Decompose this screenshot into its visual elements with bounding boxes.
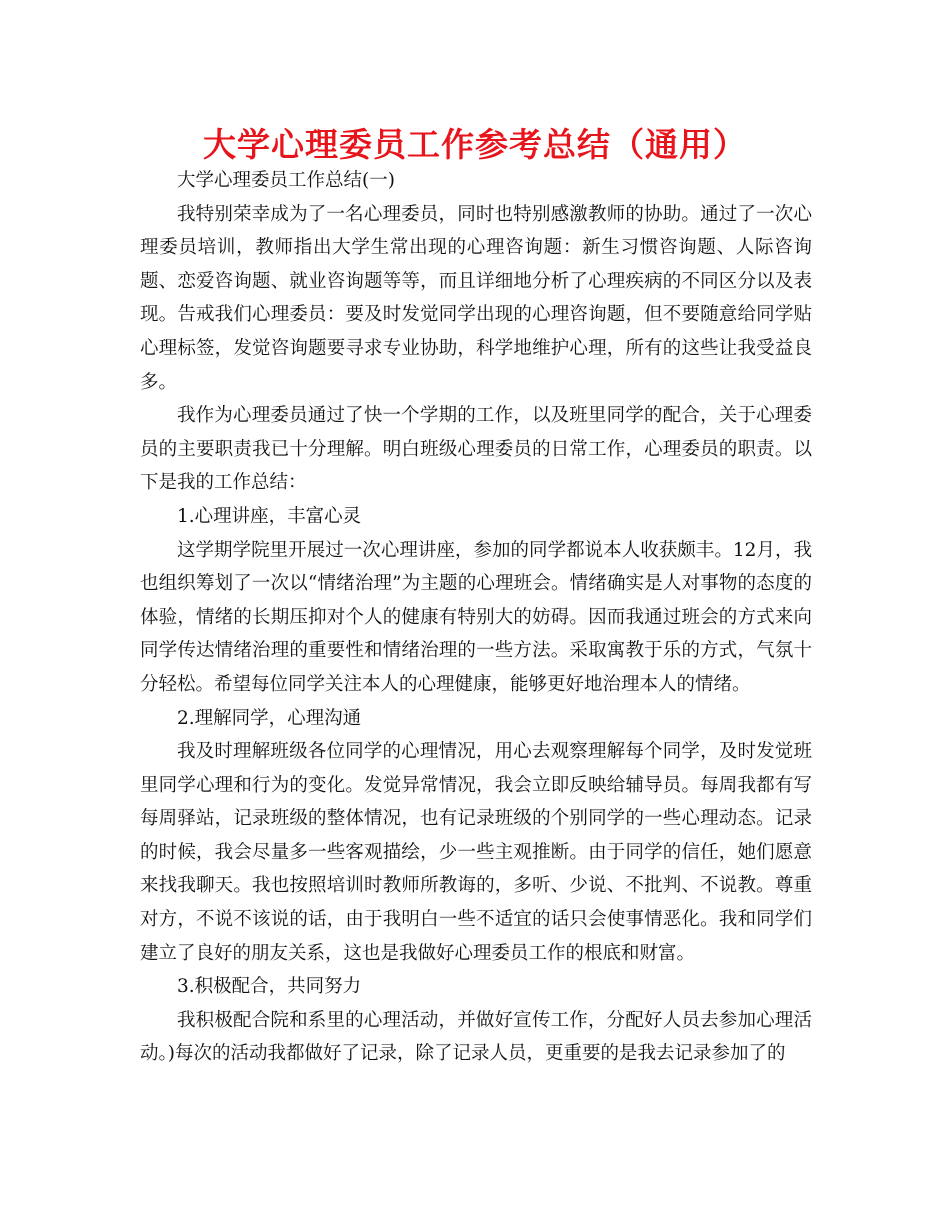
paragraph: 我作为心理委员通过了快一个学期的工作，以及班里同学的配合，关于心理委员的主要职责我已十分理解。明白班级心理委员的日常工作，心理委员的职责。以下是我的工作总结： [140, 405, 812, 494]
subheading: 2.理解同学，心理沟通 [177, 707, 362, 729]
subheading: 1.心理讲座，丰富心灵 [177, 505, 362, 527]
section-heading: 大学心理委员工作总结(一) [177, 170, 395, 191]
paragraph: 我特别荣幸成为了一名心理委员，同时也特别感激教师的协助。通过了一次心理委员培训，教师指出大学生常出现的心理咨询题：新生习惯咨询题、人际咨询题、恋爱咨询题、就业咨询题等等，而且详细地分析了心理疾病的不同区分以及表现。告戒我们心理委员：要及时发觉同学出现的心理咨询题，但不要随意给同学贴心理标签，发觉咨询题要寻求专业协助，科学地维护心理，所有的这些让我受益良多。 [140, 203, 812, 393]
paragraph: 这学期学院里开展过一次心理讲座，参加的同学都说本人收获颇丰。12月，我也组织筹划了一次以“情绪治理”为主题的心理班会。情绪确实是人对事物的态度的体验，情绪的长期压抑对个人的健康有特别大的妨碍。因而我通过班会的方式来向同学传达情绪治理的重要性和情绪治理的一些方法。采取寓教于乐的方式，气氛十分轻松。希望每位同学关注本人的心理健康，能够更好地治理本人的情绪。 [140, 539, 812, 695]
paragraph: 我积极配合院和系里的心理活动，并做好宣传工作，分配好人员去参加心理活动。)每次的活动我都做好了记录，除了记录人员，更重要的是我去记录参加了的 [140, 1009, 812, 1065]
paragraph: 我及时理解班级各位同学的心理情况，用心去观察理解每个同学，及时发觉班里同学心理和行为的变化。发觉异常情况，我会立即反映给辅导员。每周我都有写每周驿站，记录班级的整体情况，也有记录班级的个别同学的一些心理动态。记录的时候，我会尽量多一些客观描绘，少一些主观推断。由于同学的信任，她们愿意来找我聊天。我也按照培训时教师所教诲的，多听、少说、不批判、不说教。尊重对方，不说不该说的话，由于我明白一些不适宜的话只会使事情恶化。我和同学们建立了良好的朋友关系，这也是我做好心理委员工作的根底和财富。 [140, 741, 812, 964]
document-body [140, 164, 812, 1071]
subheading: 3.积极配合，共同努力 [177, 976, 362, 998]
document-title: 大学心理委员工作参考总结（通用） [203, 125, 747, 164]
